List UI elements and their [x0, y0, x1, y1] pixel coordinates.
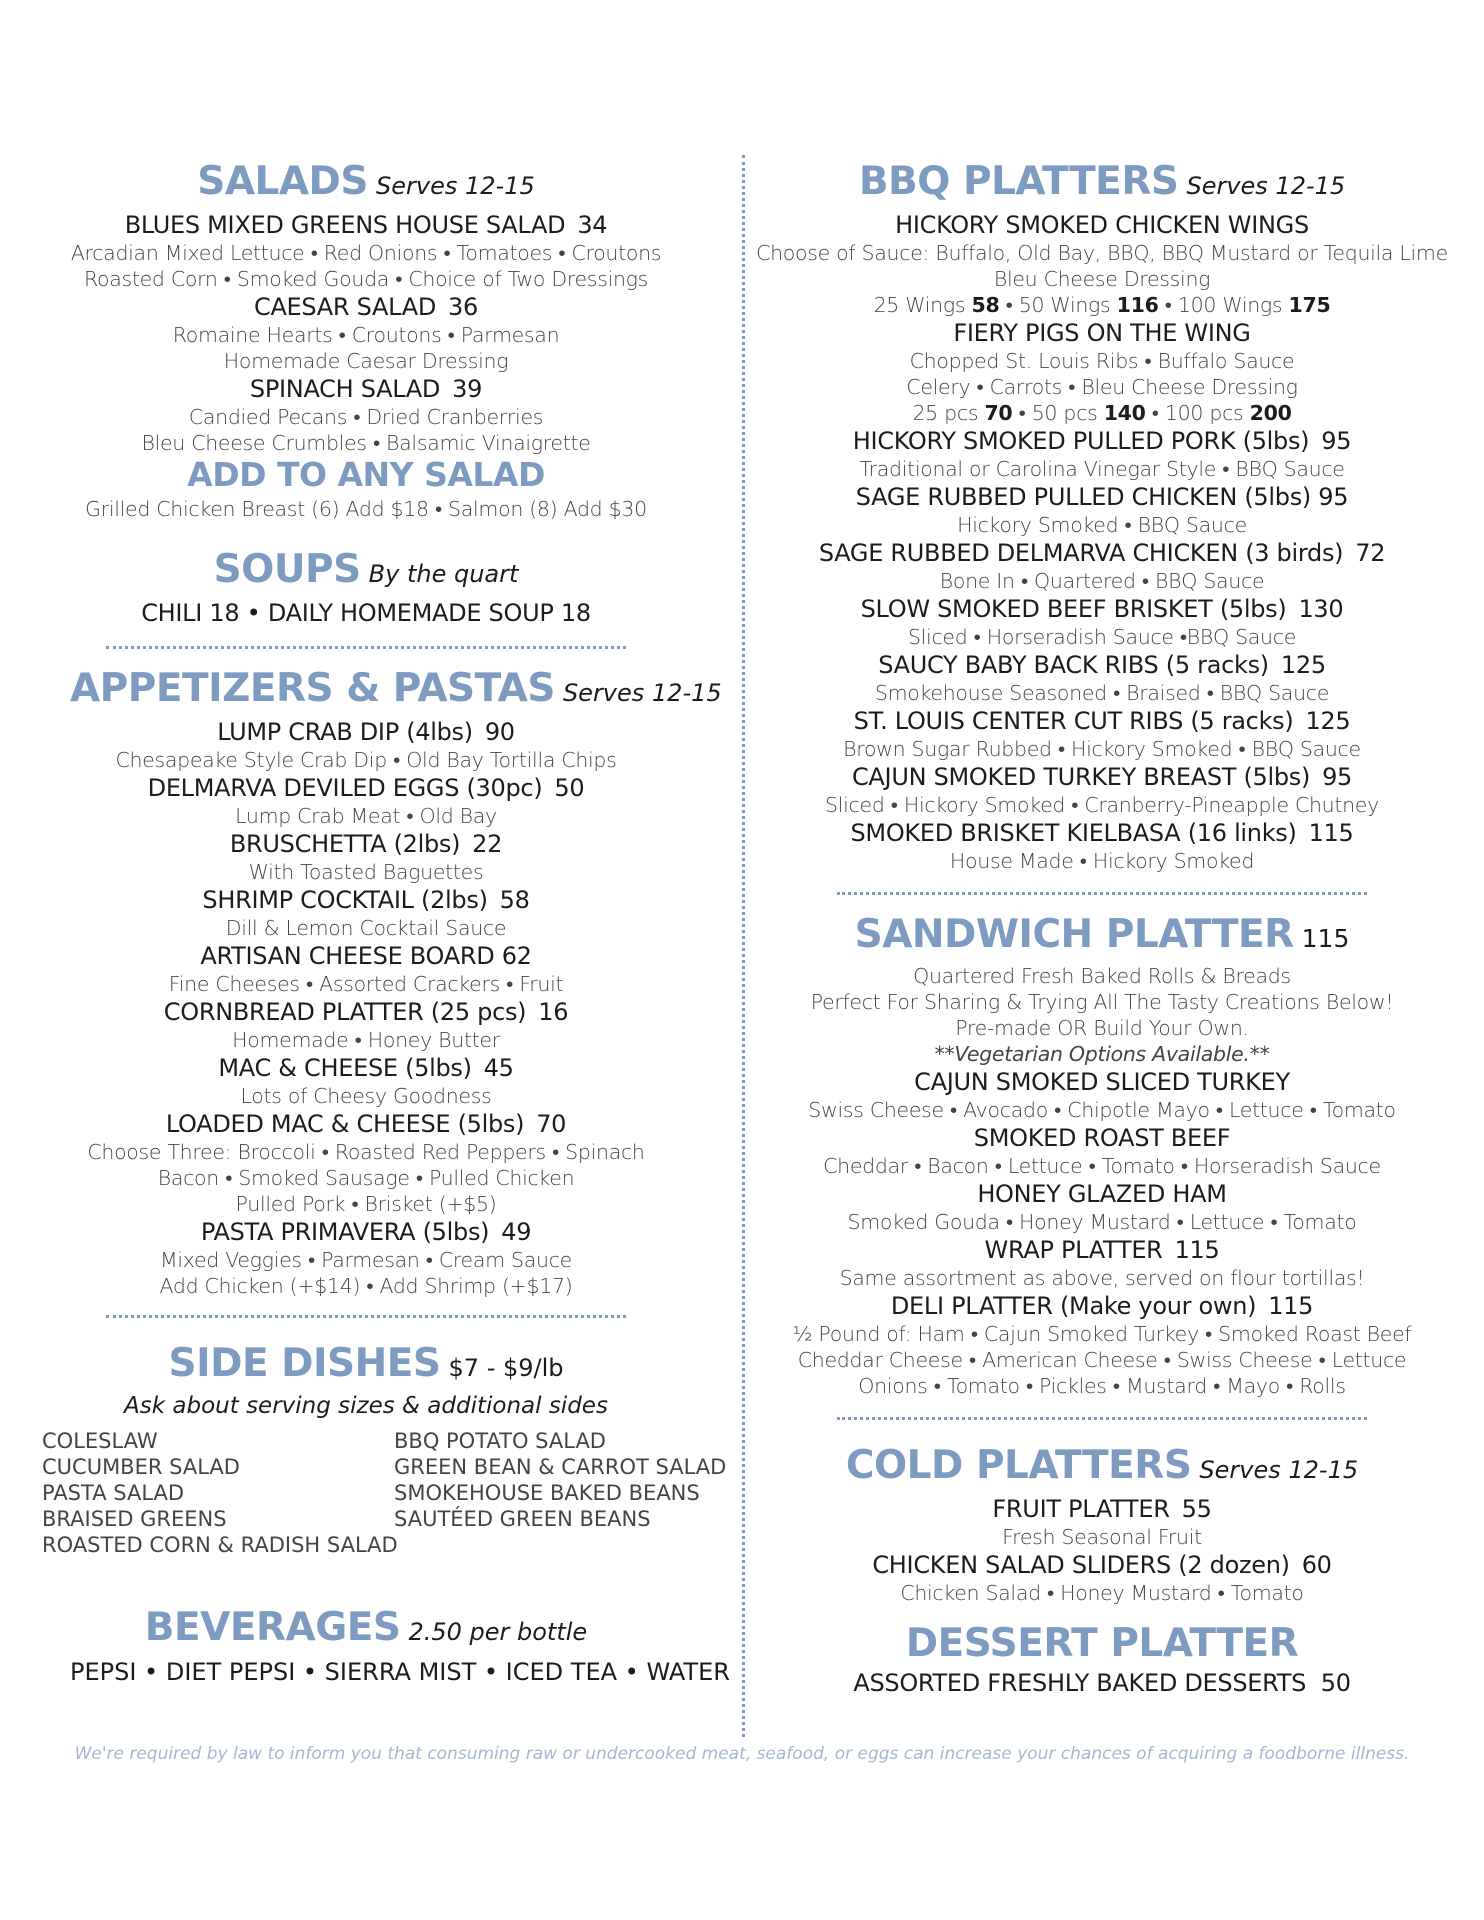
item-name: SAUCY BABY BACK RIBS (5 racks) 125: [878, 651, 1326, 679]
item-desc: Bone In • Quartered • BBQ Sauce: [939, 569, 1265, 593]
item-name: HONEY GLAZED HAM: [977, 1180, 1227, 1208]
side-dish-item: GREEN BEAN & CARROT SALAD: [394, 1455, 727, 1479]
menu-item: [70, 210, 662, 292]
item-desc: ½ Pound of: Ham • Cajun Smoked Turkey • Smoked Roast Beef: [792, 1322, 1412, 1346]
item-price: 22: [472, 830, 503, 858]
item-desc: Smoked Gouda • Honey Mustard • Lettuce • Tomato: [847, 1210, 1357, 1234]
item-price: 55: [1181, 1495, 1212, 1523]
item-price: 70: [536, 1110, 567, 1138]
beverages-section: [70, 1604, 730, 1688]
item-desc: Homemade • Honey Butter: [232, 1028, 500, 1052]
appetizers-title: APPETIZERS & PASTAS: [70, 666, 555, 711]
item-desc: Pulled Pork • Brisket (+$5): [235, 1192, 497, 1216]
menu-item: [752, 482, 1452, 538]
beverages-line: PEPSI • DIET PEPSI • SIERRA MIST • ICED TEA • WATER: [70, 1658, 730, 1686]
menu-item: [752, 1494, 1452, 1550]
item-desc: Romaine Hearts • Croutons • Parmesan: [172, 323, 560, 347]
divider: [106, 1315, 626, 1318]
soups-serves: By the quart: [368, 560, 519, 588]
sides-section: [42, 1340, 727, 1558]
menu-item: [752, 426, 1452, 482]
salads-heading: [70, 158, 662, 210]
sandwich-list: [752, 1067, 1452, 1399]
item-price: 115: [1174, 1236, 1220, 1264]
sides-title: SIDE DISHES: [168, 1341, 441, 1386]
cold-serves: Serves 12-15: [1199, 1456, 1359, 1484]
side-dish-item: BBQ POTATO SALAD: [394, 1429, 606, 1453]
item-desc: Mixed Veggies • Parmesan • Cream Sauce: [160, 1248, 572, 1272]
item-name: FRUIT PLATTER 55: [992, 1495, 1212, 1523]
sides-column-2: [394, 1428, 727, 1558]
column-divider: [742, 155, 745, 1737]
item-desc: Onions • Tomato • Pickles • Mustard • Mayo • Rolls: [858, 1374, 1346, 1398]
menu-item: [752, 1123, 1452, 1179]
item-desc: Candied Pecans • Dried Cranberries: [188, 405, 544, 429]
item-desc: With Toasted Baguettes: [248, 860, 484, 884]
menu-item: [752, 706, 1452, 762]
bbq-heading: [752, 158, 1452, 210]
soups-section: [70, 546, 662, 628]
item-desc: Homemade Caesar Dressing: [223, 349, 509, 373]
item-desc: Arcadian Mixed Lettuce • Red Onions • Tomatoes • Croutons: [70, 241, 662, 265]
salads-section: [70, 158, 662, 522]
cold-section: [752, 1442, 1452, 1606]
dessert-title: DESSERT PLATTER: [905, 1621, 1299, 1666]
salads-title: SALADS: [197, 159, 369, 204]
bbq-serves: Serves 12-15: [1186, 172, 1346, 200]
item-desc: Sliced • Hickory Smoked • Cranberry-Pineapple Chutney: [825, 793, 1379, 817]
sandwich-price: 115: [1301, 924, 1350, 953]
item-name: LOADED MAC & CHEESE (5lbs) 70: [165, 1110, 567, 1138]
item-desc: Cheddar • Bacon • Lettuce • Tomato • Horseradish Sauce: [823, 1154, 1381, 1178]
item-price: 58: [499, 886, 530, 914]
salads-serves: Serves 12-15: [376, 172, 535, 200]
soups-title: SOUPS: [213, 547, 361, 592]
menu-item: [70, 773, 662, 829]
item-name: SHRIMP COCKTAIL (2lbs) 58: [202, 886, 530, 914]
item-desc: Fresh Seasonal Fruit: [1002, 1525, 1202, 1549]
add-to-salad-text: Grilled Chicken Breast (6) Add $18 • Salmon (8) Add $30: [85, 497, 647, 521]
menu-item: [70, 1053, 662, 1109]
item-desc: Brown Sugar Rubbed • Hickory Smoked • BBQ Sauce: [843, 737, 1361, 761]
item-name: SAGE RUBBED PULLED CHICKEN (5lbs) 95: [855, 483, 1349, 511]
item-name: HICKORY SMOKED CHICKEN WINGS: [895, 211, 1309, 239]
item-price: 36: [448, 293, 478, 321]
item-price: 60: [1301, 1551, 1332, 1579]
appetizers-heading: [70, 665, 722, 717]
item-name: BRUSCHETTA (2lbs) 22: [229, 830, 503, 858]
side-dish-item: COLESLAW: [42, 1429, 158, 1453]
side-dish-item: PASTA SALAD: [42, 1481, 185, 1505]
item-price: 95: [1321, 427, 1352, 455]
item-name: HICKORY SMOKED PULLED PORK (5lbs) 95: [852, 427, 1352, 455]
sandwich-section: [752, 911, 1452, 1399]
item-desc: Smokehouse Seasoned • Braised • BBQ Sauce: [874, 681, 1330, 705]
bbq-title: BBQ PLATTERS: [858, 159, 1179, 204]
item-desc: Add Chicken (+$14) • Add Shrimp (+$17): [159, 1274, 573, 1298]
soups-line: CHILI 18 • DAILY HOMEMADE SOUP 18: [141, 599, 591, 627]
item-price: 50: [554, 774, 585, 802]
item-desc: Bleu Cheese Dressing: [993, 267, 1211, 291]
menu-item: [752, 1235, 1452, 1291]
item-name: ARTISAN CHEESE BOARD 62: [200, 942, 532, 970]
item-name: SMOKED BRISKET KIELBASA (16 links) 115: [850, 819, 1354, 847]
item-pricing: 25 pcs 70 • 50 pcs 140 • 100 pcs 200: [912, 401, 1292, 425]
item-desc: Lump Crab Meat • Old Bay: [235, 804, 497, 828]
item-name: CAJUN SMOKED TURKEY BREAST (5lbs) 95: [851, 763, 1353, 791]
side-dish-item: SMOKEHOUSE BAKED BEANS: [394, 1481, 700, 1505]
divider: [106, 646, 626, 649]
sides-grid: [42, 1428, 727, 1558]
side-dish-item: BRAISED GREENS: [42, 1507, 227, 1531]
menu-item: [70, 374, 662, 456]
item-desc: Choose Three: Broccoli • Roasted Red Peppers • Spinach: [87, 1140, 645, 1164]
sandwich-heading: [752, 911, 1452, 963]
item-desc: Fine Cheeses • Assorted Crackers • Fruit: [168, 972, 564, 996]
menu-item: [752, 1179, 1452, 1235]
beverages-title: BEVERAGES: [144, 1605, 401, 1650]
cold-list: [752, 1494, 1452, 1606]
item-name: LUMP CRAB DIP (4lbs) 90: [217, 718, 515, 746]
menu-item: [70, 997, 662, 1053]
item-price: 95: [1322, 763, 1353, 791]
item-pricing: 25 Wings 58 • 50 Wings 116 • 100 Wings 175: [873, 293, 1331, 317]
menu-item: [752, 650, 1452, 706]
menu-item: [70, 941, 662, 997]
item-price: 115: [1268, 1292, 1314, 1320]
item-desc: Sliced • Horseradish Sauce •BBQ Sauce: [907, 625, 1297, 649]
item-name: DELI PLATTER (Make your own) 115: [890, 1292, 1314, 1320]
item-name: ST. LOUIS CENTER CUT RIBS (5 racks) 125: [853, 707, 1351, 735]
item-name: WRAP PLATTER 115: [984, 1236, 1220, 1264]
legal-disclaimer: We're required by law to inform you that consuming raw or undercooked meat, seafood, or eggs can increase your chances of acquiring a foodborne illness.: [74, 1744, 1410, 1764]
divider: [837, 892, 1367, 895]
sides-note: Ask about serving sizes & additional sides: [124, 1393, 608, 1419]
item-price: 49: [501, 1218, 532, 1246]
item-name: FIERY PIGS ON THE WING: [953, 319, 1251, 347]
bbq-section: [752, 158, 1452, 874]
item-name: CAESAR SALAD 36: [253, 293, 478, 321]
menu-item: [752, 762, 1452, 818]
item-name: BLUES MIXED GREENS HOUSE SALAD 34: [124, 211, 608, 239]
sandwich-veg-note: **Vegetarian Options Available.**: [934, 1042, 1270, 1066]
item-price: 39: [452, 375, 483, 403]
item-name: SMOKED ROAST BEEF: [973, 1124, 1231, 1152]
menu-item: [70, 885, 662, 941]
menu-item: [70, 717, 662, 773]
menu-item: [70, 1109, 662, 1217]
dessert-line: ASSORTED FRESHLY BAKED DESSERTS 50: [853, 1669, 1351, 1697]
item-price: 16: [538, 998, 569, 1026]
side-dish-item: SAUTÉED GREEN BEANS: [394, 1507, 651, 1531]
item-desc: Roasted Corn • Smoked Gouda • Choice of Two Dressings: [83, 267, 649, 291]
sandwich-title: SANDWICH PLATTER: [854, 912, 1294, 957]
menu-item: [752, 594, 1452, 650]
item-desc: Chopped St. Louis Ribs • Buffalo Sauce: [909, 349, 1295, 373]
item-desc: Bleu Cheese Crumbles • Balsamic Vinaigrette: [141, 431, 591, 455]
soups-heading: [70, 546, 662, 598]
menu-item: [752, 1067, 1452, 1123]
sides-heading: [70, 1340, 662, 1392]
item-desc: House Made • Hickory Smoked: [949, 849, 1255, 873]
sandwich-intro: Quartered Fresh Baked Rolls & Breads: [913, 964, 1291, 988]
menu-item-chicken-wings: [752, 210, 1452, 318]
dessert-section: [752, 1620, 1452, 1698]
item-price: 90: [484, 718, 515, 746]
bbq-list: [752, 426, 1452, 874]
appetizers-serves: Serves 12-15: [562, 679, 722, 707]
sandwich-intro: Pre-made OR Build Your Own.: [955, 1016, 1249, 1040]
sandwich-intro: Perfect For Sharing & Trying All The Tasty Creations Below!: [810, 990, 1394, 1014]
item-name: CORNBREAD PLATTER (25 pcs) 16: [163, 998, 569, 1026]
item-name: MAC & CHEESE (5lbs) 45: [218, 1054, 514, 1082]
divider: [837, 1417, 1367, 1420]
menu-item: [752, 538, 1452, 594]
salads-list: [70, 210, 662, 456]
item-name: SPINACH SALAD 39: [249, 375, 483, 403]
menu-item: [752, 818, 1452, 874]
item-price: 125: [1305, 707, 1351, 735]
add-to-salad-heading: ADD TO ANY SALAD: [187, 455, 545, 494]
item-price: 130: [1298, 595, 1344, 623]
cold-title: COLD PLATTERS: [845, 1443, 1192, 1488]
sides-column-1: [42, 1428, 398, 1558]
item-desc: Choose of Sauce: Buffalo, Old Bay, BBQ, BBQ Mustard or Tequila Lime: [756, 241, 1448, 265]
item-desc: Swiss Cheese • Avocado • Chipotle Mayo • Lettuce • Tomato: [808, 1098, 1396, 1122]
item-desc: Lots of Cheesy Goodness: [240, 1084, 492, 1108]
item-name: PASTA PRIMAVERA (5lbs) 49: [200, 1218, 532, 1246]
side-dish-item: ROASTED CORN & RADISH SALAD: [42, 1533, 398, 1557]
item-desc: Same assortment as above, served on flour tortillas!: [839, 1266, 1365, 1290]
sides-price: $7 - $9/lb: [448, 1354, 564, 1382]
item-price: 125: [1280, 651, 1326, 679]
item-name: CAJUN SMOKED SLICED TURKEY: [914, 1068, 1290, 1096]
item-name: CHICKEN SALAD SLIDERS (2 dozen) 60: [872, 1551, 1332, 1579]
menu-item: [752, 1550, 1452, 1606]
menu-item: [752, 1291, 1452, 1399]
beverages-heading: [70, 1604, 662, 1656]
item-desc: Traditional or Carolina Vinegar Style • BBQ Sauce: [859, 457, 1345, 481]
item-price: 72: [1355, 539, 1386, 567]
item-desc: Cheddar Cheese • American Cheese • Swiss Cheese • Lettuce: [797, 1348, 1407, 1372]
item-name: DELMARVA DEVILED EGGS (30pc) 50: [147, 774, 585, 802]
item-name: SAGE RUBBED DELMARVA CHICKEN (3 birds) 72: [818, 539, 1386, 567]
item-desc: Bacon • Smoked Sausage • Pulled Chicken: [157, 1166, 575, 1190]
item-desc: Hickory Smoked • BBQ Sauce: [957, 513, 1247, 537]
beverages-price: 2.50 per bottle: [408, 1618, 588, 1646]
item-desc: Chesapeake Style Crab Dip • Old Bay Tortilla Chips: [115, 748, 617, 772]
side-dish-item: CUCUMBER SALAD: [42, 1455, 240, 1479]
menu-item: [70, 292, 662, 374]
item-desc: Celery • Carrots • Bleu Cheese Dressing: [906, 375, 1298, 399]
item-price: 34: [577, 211, 608, 239]
item-price: 45: [483, 1054, 514, 1082]
menu-item-fiery-pigs: [752, 318, 1452, 426]
cold-heading: [752, 1442, 1452, 1494]
appetizers-list: [70, 717, 662, 1299]
menu-item: [70, 1217, 662, 1299]
item-desc: Chicken Salad • Honey Mustard • Tomato: [900, 1581, 1304, 1605]
menu-item: [70, 829, 662, 885]
left-column: [42, 158, 730, 1688]
item-price: 115: [1308, 819, 1354, 847]
item-desc: Dill & Lemon Cocktail Sauce: [225, 916, 507, 940]
appetizers-section: [70, 665, 722, 1299]
item-name: SLOW SMOKED BEEF BRISKET (5lbs) 130: [860, 595, 1344, 623]
right-column: [752, 158, 1452, 1698]
